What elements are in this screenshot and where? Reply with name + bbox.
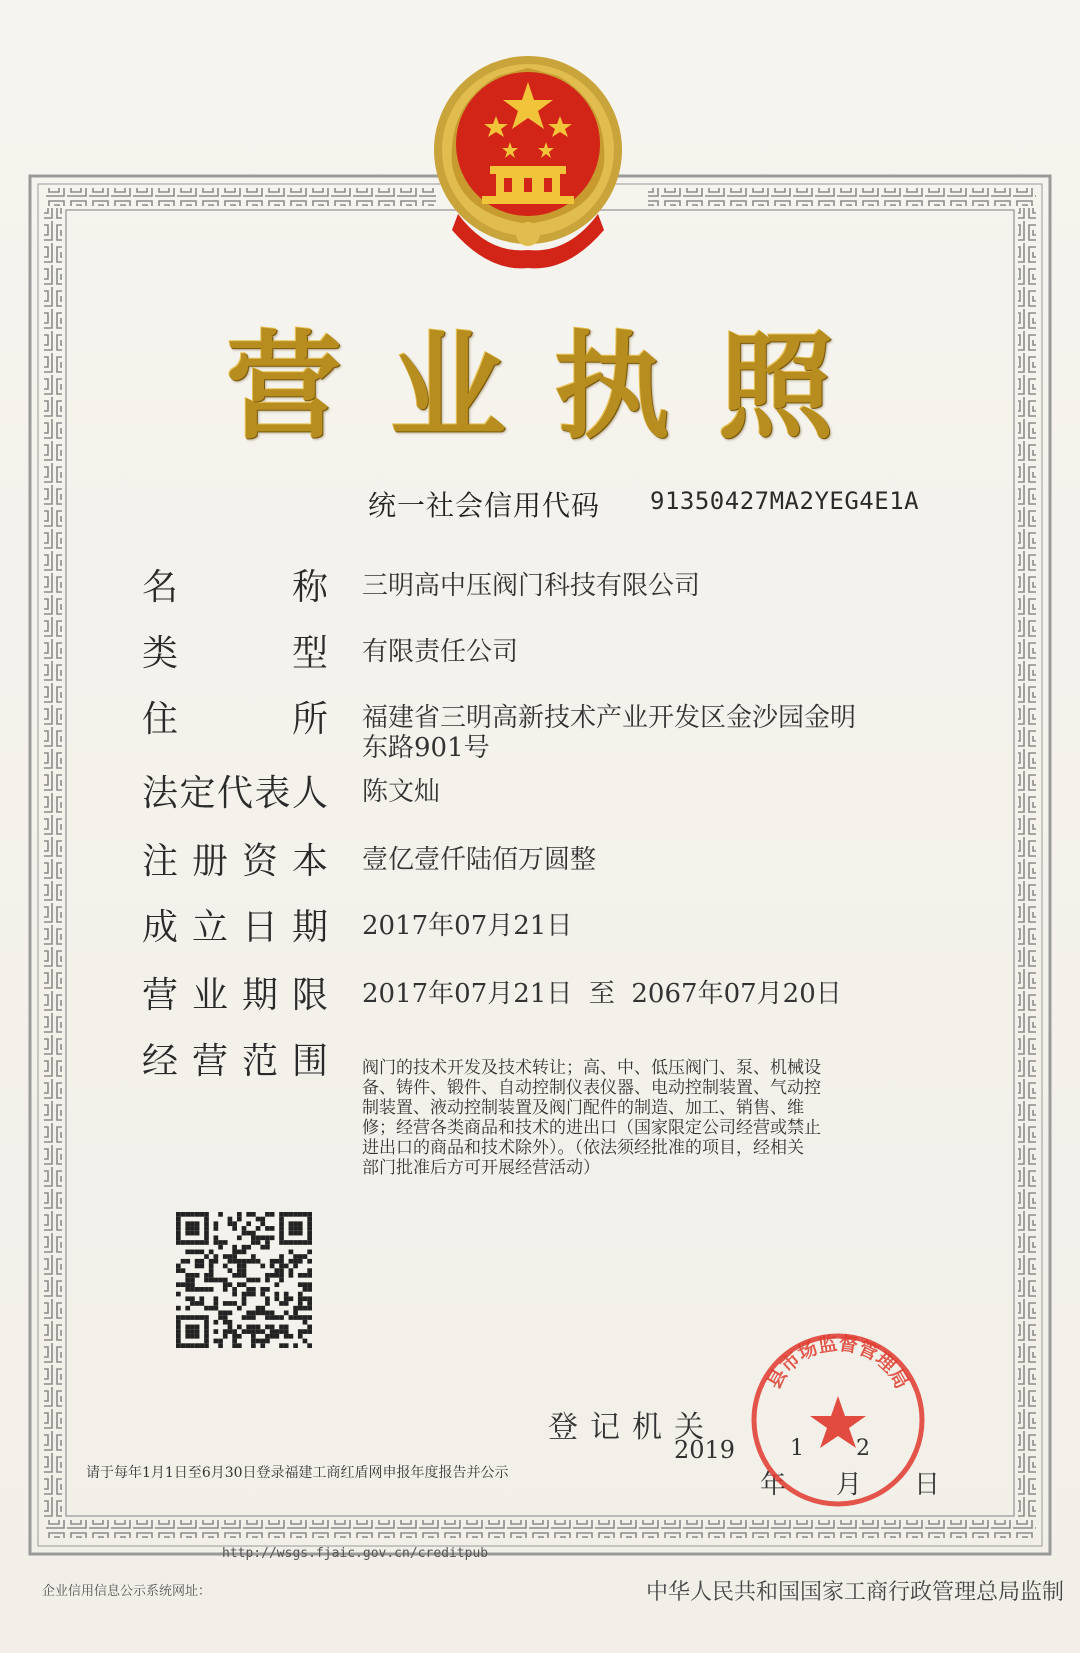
field-label-address: 住 所 <box>142 698 328 740</box>
field-value-type: 有限责任公司 <box>362 637 519 667</box>
title-char-1: 营 <box>226 320 342 455</box>
day-unit: 日 <box>914 1470 941 1500</box>
registration-authority-label: 登记机关 <box>548 1410 716 1445</box>
title-char-3: 执 <box>554 320 670 455</box>
national-emblem-icon <box>428 54 628 274</box>
field-value-address-line2: 东路901号 <box>362 733 490 763</box>
field-label-type: 类 型 <box>142 632 328 674</box>
field-label-capital: 注 册 资 本 <box>142 840 328 882</box>
year-unit: 年 <box>760 1470 787 1500</box>
field-value-capital: 壹亿壹仟陆佰万圆整 <box>362 845 597 875</box>
business-scope-text: 阀门的技术开发及技术转让；高、中、低压阀门、泵、机械设 备、铸件、锻件、自动控制仪表仪器、电动控制装置、气动控 制装置、液动控制装置及阀门配件的制造、加工、销售、维 修；经营各类商品和技术的进出口（国家限定公司经营或禁止 进出口的商品和技术除外）。（依法须经批准的项目，经相关 部门批准后方可开展经营活动） <box>362 1058 821 1178</box>
title-char-2: 业 <box>390 320 506 455</box>
issue-year: 2019 <box>674 1436 736 1464</box>
qr-code-icon[interactable] <box>176 1212 312 1348</box>
credit-code-label: 统一社会信用代码 <box>368 489 601 522</box>
field-value-legal-rep: 陈文灿 <box>362 777 441 807</box>
seal-text: 县市场监督管理局 <box>763 1332 913 1393</box>
field-label-established: 成 立 日 期 <box>142 906 328 948</box>
credit-system-url[interactable]: http://wsgs.fjaic.gov.cn/creditpub <box>222 1546 489 1561</box>
supervisor-footer: 中华人民共和国国家工商行政管理总局监制 <box>646 1580 1065 1605</box>
field-label-scope: 经 营 范 围 <box>142 1040 328 1082</box>
month-unit: 月 <box>836 1470 863 1500</box>
issue-month: 1 <box>790 1436 804 1461</box>
field-value-name: 三明高中压阀门科技有限公司 <box>362 571 701 601</box>
field-label-name: 名 称 <box>142 566 328 608</box>
title-char-4: 照 <box>718 320 834 455</box>
credit-system-label: 企业信用信息公示系统网址： <box>42 1584 212 1599</box>
field-value-established: 2017年07月21日 <box>362 911 573 941</box>
annual-report-notice: 请于每年1月1日至6月30日登录福建工商红盾网申报年度报告并公示 <box>86 1465 509 1481</box>
field-value-term: 2017年07月21日 至 2067年07月20日 <box>362 979 842 1009</box>
field-value-address-line1: 福建省三明高新技术产业开发区金沙园金明 <box>362 703 857 733</box>
credit-code-value: 91350427MA2YEG4E1A <box>650 487 920 515</box>
field-label-term: 营 业 期 限 <box>142 974 328 1016</box>
issue-day: 2 <box>856 1436 870 1461</box>
official-seal-stamp <box>748 1330 928 1510</box>
svg-text:县市场监督管理局 <box>763 1332 913 1393</box>
field-label-legal-rep: 法 定 代 表 人 <box>142 772 328 814</box>
